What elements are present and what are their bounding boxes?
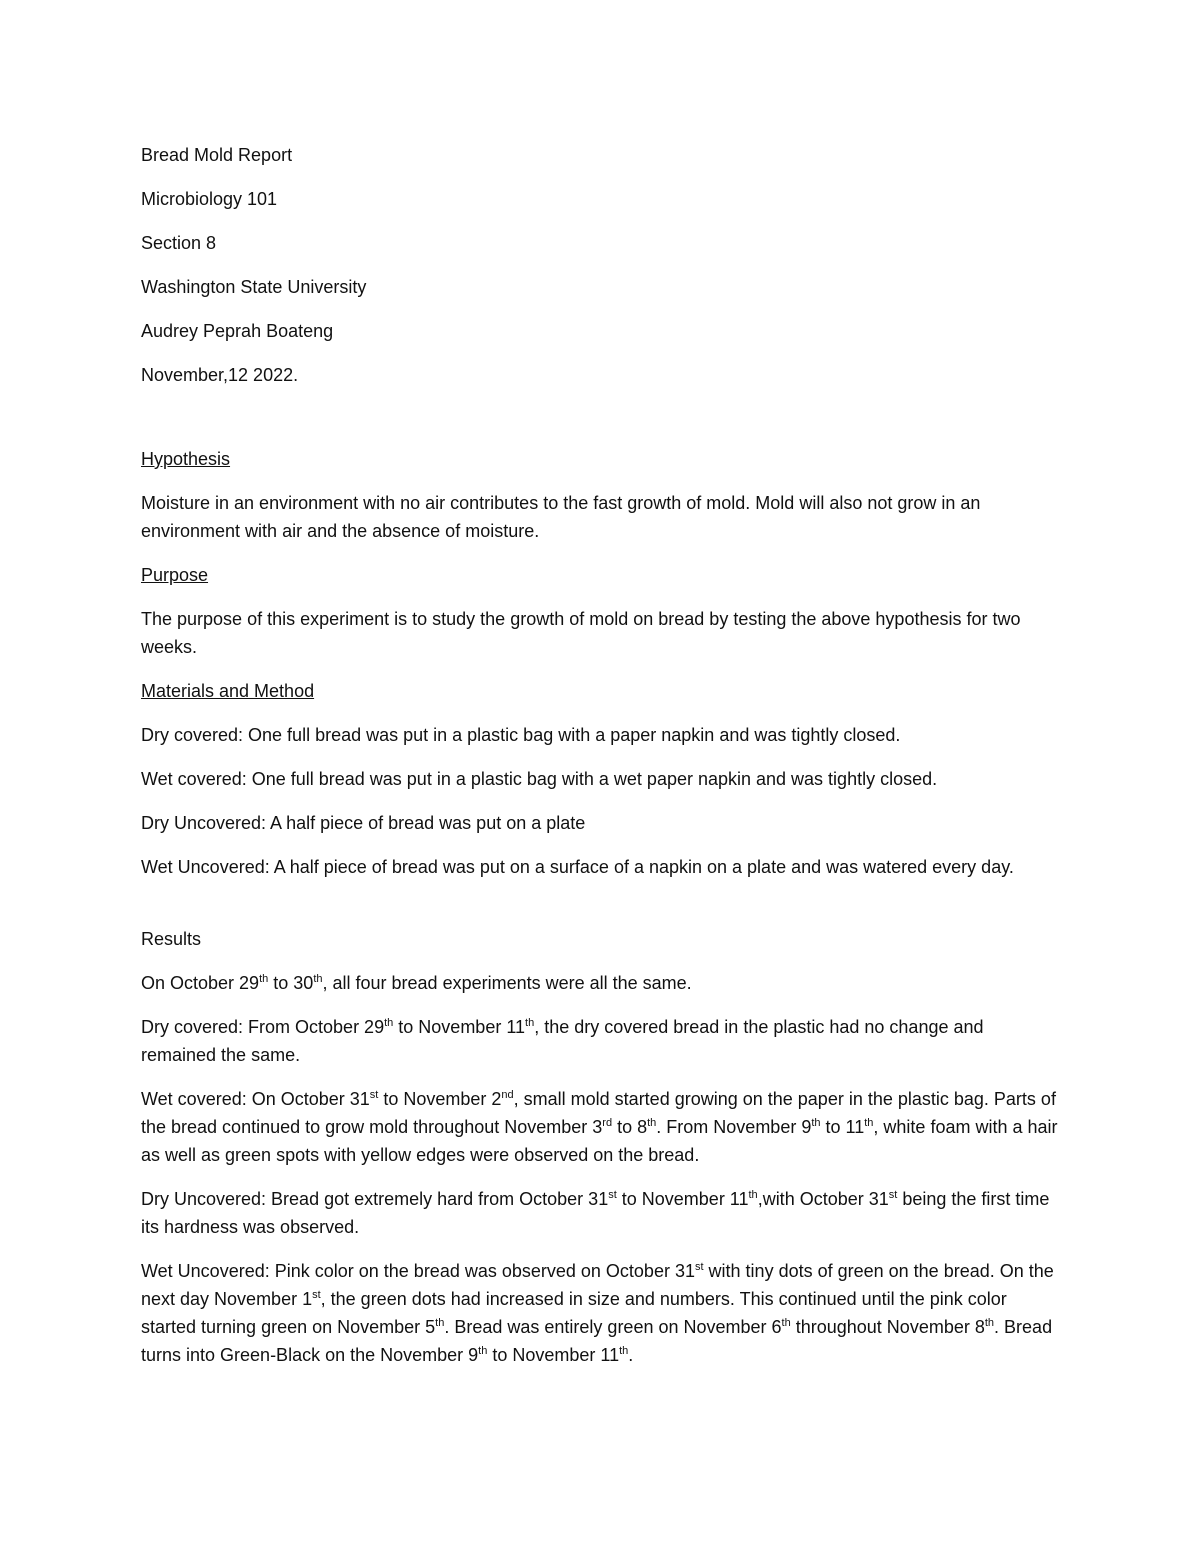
result-dry-uncovered: Dry Uncovered: Bread got extremely hard from October 31st to November 11th,with October 31st being the first time its hardness was observed. [141,1189,1050,1237]
result-all-same: On October 29th to 30th, all four bread experiments were all the same. [141,973,692,993]
spacer [141,897,1061,925]
hypothesis-text: Moisture in an environment with no air contributes to the fast growth of mold. Mold will also not grow in an environment with air and the absence of moisture. [141,493,981,541]
report-date: November,12 2022. [141,365,299,385]
university-name: Washington State University [141,277,367,297]
method-wet-uncovered: Wet Uncovered: A half piece of bread was put on a surface of a napkin on a plate and was watered every day. [141,857,1014,877]
result-dry-covered: Dry covered: From October 29th to November 11th, the dry covered bread in the plastic had no change and remained the same. [141,1017,984,1065]
author-name: Audrey Peprah Boateng [141,321,334,341]
result-wet-uncovered: Wet Uncovered: Pink color on the bread was observed on October 31st with tiny dots of green on the bread. On the next day November 1st, the green dots had increased in size and numbers. This continued until the pink color started turning green on November 5th. Bread was entirely green on November 6th throughout November 8th. Bread turns into Green-Black on the November 9th to November 11th. [141,1261,1054,1365]
purpose-text: The purpose of this experiment is to study the growth of mold on bread by testing the above hypothesis for two weeks. [141,609,1021,657]
purpose-heading: Purpose [141,565,209,585]
results-heading: Results [141,929,202,949]
course-name: Microbiology 101 [141,189,278,209]
hypothesis-heading: Hypothesis [141,449,231,469]
method-dry-uncovered: Dry Uncovered: A half piece of bread was put on a plate [141,813,586,833]
materials-heading: Materials and Method [141,681,315,701]
method-wet-covered: Wet covered: One full bread was put in a plastic bag with a wet paper napkin and was tightly closed. [141,769,938,789]
document-body [141,141,1061,1385]
report-title: Bread Mold Report [141,145,293,165]
method-dry-covered: Dry covered: One full bread was put in a plastic bag with a paper napkin and was tightly closed. [141,725,901,745]
section-number: Section 8 [141,233,217,253]
spacer [141,405,1061,445]
result-wet-covered: Wet covered: On October 31st to November 2nd, small mold started growing on the paper in the plastic bag. Parts of the bread continued to grow mold throughout November 3rd to 8th. From November 9th to 11th, white foam with a hair as well as green spots with yellow edges were observed on the bread. [141,1089,1058,1165]
